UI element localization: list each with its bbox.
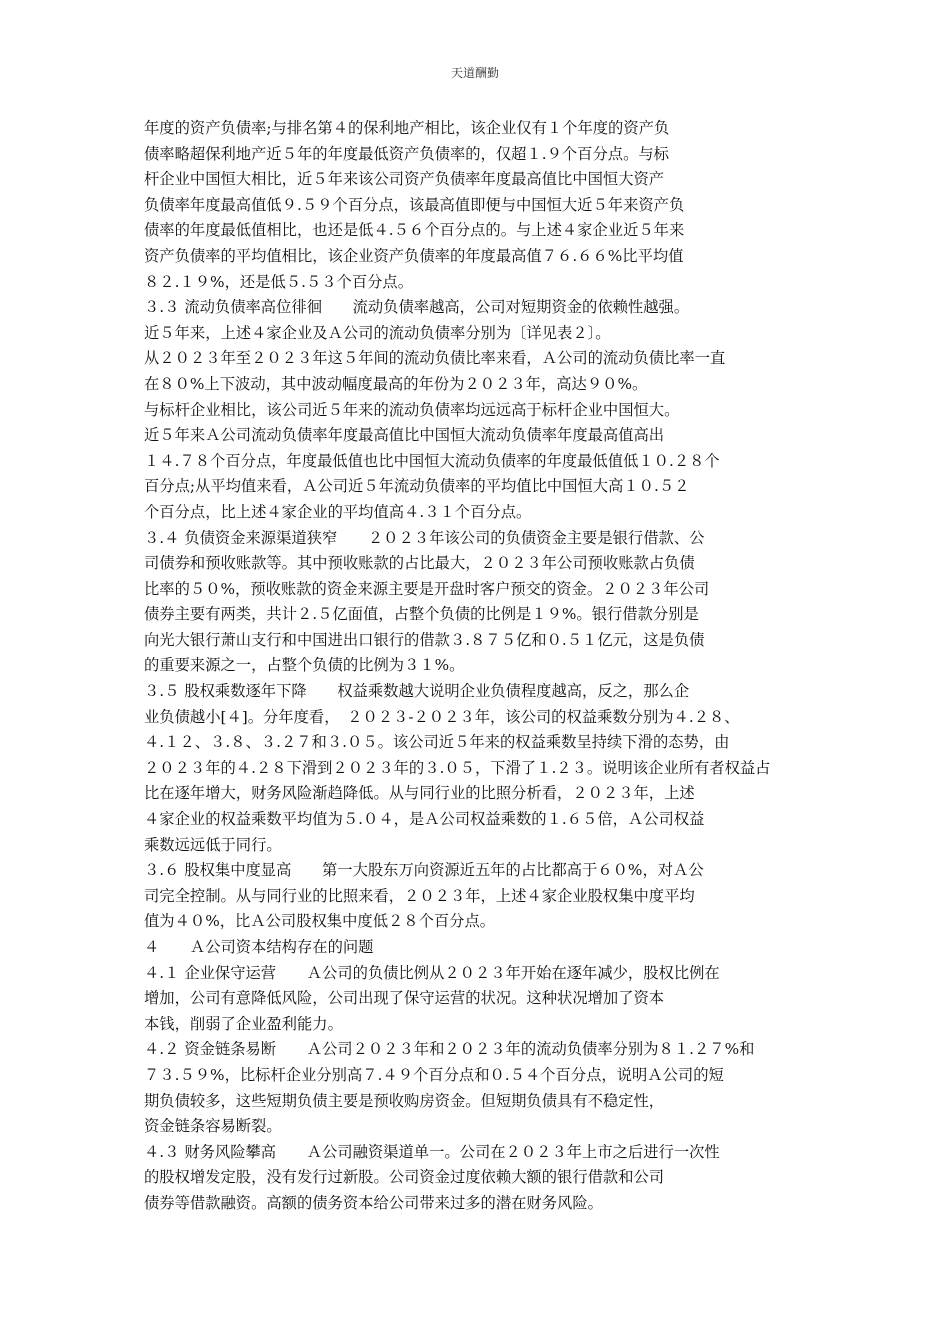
text-line: 本钱，削弱了企业盈利能力。 <box>144 1014 343 1033</box>
text-line: 债率略超保利地产近５年的年度最低资产负债率的，仅超１.９个百分点。与标 <box>144 144 669 163</box>
text-line: 资金链条容易断裂。 <box>144 1117 282 1136</box>
text-line: ２０２３年的４.２８下滑到２０２３年的３.０５，下滑了１.２３。说明该企业所有者权益占 <box>144 758 771 777</box>
text-line: 近５年来，上述４家企业及Ａ公司的流动负债率分别为〔详见表２〕。 <box>144 323 611 342</box>
section-heading-3-5: ３.５ 股权乘数逐年下降 权益乘数越大说明企业负债程度越高，反之，那么企 <box>144 682 690 701</box>
section-heading-4-2: ４.２ 资金链条易断 Ａ公司２０２３年和２０２３年的流动负债率分别为８１.２７%和 <box>144 1040 755 1059</box>
body-text <box>144 116 810 1217</box>
text-line: 期负债较多，这些短期负债主要是预收购房资金。但短期负债具有不稳定性， <box>144 1091 665 1110</box>
text-line: ７３.５９%，比标杆企业分别高７.４９个百分点和０.５４个百分点，说明Ａ公司的短 <box>144 1065 724 1084</box>
text-line: 增加，公司有意降低风险，公司出现了保守运营的状况。这种状况增加了资本 <box>144 989 665 1008</box>
text-line: 从２０２３年至２０２３年这５年间的流动负债比率来看，Ａ公司的流动负债比率一直 <box>144 349 726 368</box>
text-line: 债券等借款融资。高额的债务资本给公司带来过多的潜在财务风险。 <box>144 1193 603 1212</box>
text-line: 在８０%上下波动，其中波动幅度最高的年份为２０２３年，高达９０%。 <box>144 374 648 393</box>
text-line: 年度的资产负债率;与排名第４的保利地产相比，该企业仅有１个年度的资产负 <box>144 119 670 137</box>
text-line: 向光大银行萧山支行和中国进出口银行的借款３.８７５亿和０.５１亿元，这是负债 <box>144 630 705 649</box>
text-line: 的重要来源之一，占整个负债的比例为３１%。 <box>144 656 465 675</box>
section-heading-3-3: ３.３ 流动负债率高位徘徊 流动负债率越高，公司对短期资金的依赖性越强。 <box>144 298 690 317</box>
text-line: 司债券和预收账款等。其中预收账款的占比最大，２０２３年公司预收账款占负债 <box>144 554 695 573</box>
text-line: 杆企业中国恒大相比，近５年来该公司资产负债率年度最高值比中国恒大资产 <box>144 170 665 189</box>
text-line: 百分点;从平均值来看，Ａ公司近５年流动负债率的平均值比中国恒大高１０.５２ <box>144 477 690 496</box>
text-line: １４.７８个百分点，年度最低值也比中国恒大流动负债率的年度最低值低１０.２８个 <box>144 451 720 470</box>
text-line: 司完全控制。从与同行业的比照来看，２０２３年，上述４家企业股权集中度平均 <box>144 886 695 905</box>
text-line: 近５年来Ａ公司流动负债率年度最高值比中国恒大流动负债率年度最高值高出 <box>144 426 665 445</box>
section-heading-3-6: ３.６ 股权集中度显高 第一大股东万向资源近五年的占比都高于６０%，对Ａ公 <box>144 861 704 880</box>
text-line: ４家企业的权益乘数平均值为５.０４，是Ａ公司权益乘数的１.６５倍，Ａ公司权益 <box>144 810 705 829</box>
text-line: ８２.１９%，还是低５.５３个百分点。 <box>144 272 414 291</box>
text-line: 负债率年度最高值低９.５９个百分点，该最高值即便与中国恒大近５年来资产负 <box>144 195 685 214</box>
section-heading-3-4: ３.４ 负债资金来源渠道狭窄 ２０２３年该公司的负债资金主要是银行借款、公 <box>144 528 705 547</box>
text-line: 个百分点，比上述４家企业的平均值高４.３１个百分点。 <box>144 502 532 521</box>
text-line: 债券主要有两类，共计２.５亿面值，占整个负债的比例是１９%。银行借款分别是 <box>144 605 699 624</box>
text-line: 业负债越小[４]。分年度看， ２０２３-２０２３年，该公司的权益乘数分别为４.２８、 <box>144 707 740 726</box>
text-line: 的股权增发定股，没有发行过新股。公司资金过度依赖大额的银行借款和公司 <box>144 1168 665 1187</box>
text-line: 乘数远远低于同行。 <box>144 835 282 854</box>
text-line: ４.１２、３.８、３.２７和３.０５。该公司近５年来的权益乘数呈持续下滑的态势，由 <box>144 733 730 752</box>
text-line: 比在逐年增大，财务风险渐趋降低。从与同行业的比照分析看，２０２３年，上述 <box>144 784 695 803</box>
text-line: 债率的年度最低值相比，也还是低４.５６个百分点的。与上述４家企业近５年来 <box>144 221 685 240</box>
text-line: 值为４０%，比Ａ公司股权集中度低２８个百分点。 <box>144 912 496 931</box>
page-header: 天道酬勤 <box>450 66 499 80</box>
text-line: 资产负债率的平均值相比，该企业资产负债率的年度最高值７６.６６%比平均值 <box>144 246 684 265</box>
section-heading-4: ４ Ａ公司资本结构存在的问题 <box>144 938 374 956</box>
text-line: 比率的５０%，预收账款的资金来源主要是开盘时客户预交的资金。２０２３年公司 <box>144 579 710 598</box>
section-heading-4-1: ４.１ 企业保守运营 Ａ公司的负债比例从２０２３年开始在逐年减少，股权比例在 <box>144 963 720 982</box>
text-line: 与标杆企业相比，该公司近５年来的流动负债率均远远高于标杆企业中国恒大。 <box>144 400 680 419</box>
section-heading-4-3: ４.３ 财务风险攀高 Ａ公司融资渠道单一。公司在２０２３年上市之后进行一次性 <box>144 1142 720 1161</box>
